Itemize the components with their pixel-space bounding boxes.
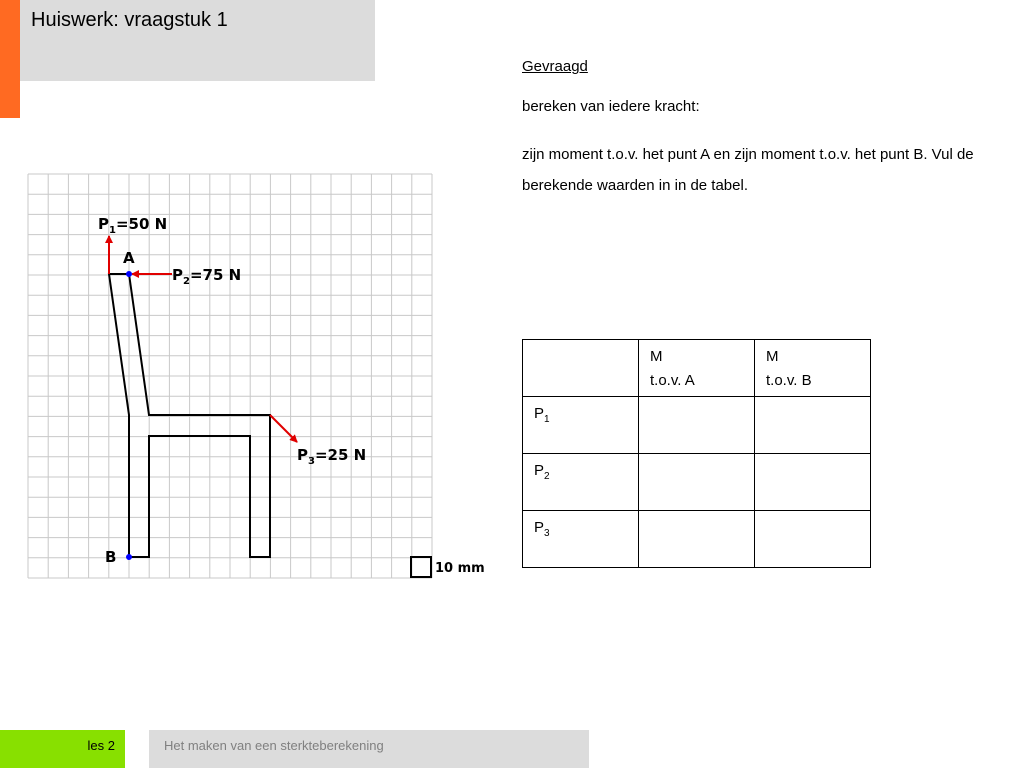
cell-p3-moment-b[interactable] [755, 511, 871, 568]
point-b-dot [126, 554, 132, 560]
point-a-label: A [123, 249, 135, 267]
table-row [523, 454, 871, 511]
table-header-empty [523, 340, 639, 397]
table-header-moment-a: M t.o.v. A [639, 340, 755, 397]
slide-title: Huiswerk: vraagstuk 1 [31, 9, 228, 31]
grid [28, 174, 432, 578]
table-header-moment-b: M t.o.v. B [755, 340, 871, 397]
moments-table [522, 339, 871, 568]
row-label-p1: $P_1$ [523, 397, 639, 454]
row-label-p2: $P_2$ [523, 454, 639, 511]
cell-p1-moment-b[interactable] [755, 397, 871, 454]
cell-p1-moment-a[interactable] [639, 397, 755, 454]
footer-course: Het maken van een sterkteberekening [164, 738, 384, 753]
table-row [523, 511, 871, 568]
force-p3-arrow [270, 415, 297, 442]
footer-lesson: les 2 [87, 738, 115, 753]
cell-p2-moment-a[interactable] [639, 454, 755, 511]
point-a-dot [126, 271, 132, 277]
question-heading: Gevraagd [522, 58, 588, 75]
table-row [523, 397, 871, 454]
row-label-p3: $P_3$ [523, 511, 639, 568]
footer-lesson-box [0, 730, 125, 768]
question-line-2: zijn moment t.o.v. het punt A en zijn moment t.o.v. het punt B. Vul de berekende waarden in in de tabel. [522, 146, 974, 194]
scale-label: 10 mm [435, 561, 485, 576]
footer-course-box [149, 730, 589, 768]
force-p1-label: $P_1=50$ N [98, 215, 168, 236]
point-b-label: B [105, 548, 117, 566]
question-line-1: bereken van iedere kracht: [522, 98, 700, 115]
cell-p2-moment-b[interactable] [755, 454, 871, 511]
table-header-row [523, 340, 871, 397]
scale-square [411, 557, 431, 577]
force-p2-label: $P_2=75$ N [172, 266, 242, 287]
force-p3-label: $P_3=25$ N [297, 446, 367, 467]
cell-p3-moment-a[interactable] [639, 511, 755, 568]
